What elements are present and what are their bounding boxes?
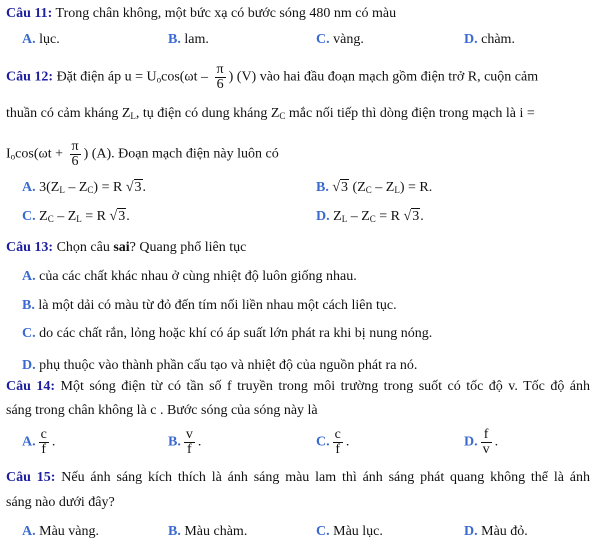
option-b: B. là một dải có màu từ đỏ đến tím nối liền nhau một cách liên tục.	[22, 298, 397, 313]
question-15-line2: sáng nào dưới đây?	[6, 495, 115, 510]
option-d: D. $Z_L - Z_C = R$ √3.	[316, 209, 424, 224]
question-14: Câu 14: Một sóng điện từ có tần số f truyền trong môi trường trong suốt có tốc độ v. Tốc độ ánh	[6, 379, 591, 394]
question-11	[6, 6, 396, 22]
option-b: B. Màu chàm.	[168, 524, 248, 539]
option-a: A. lục.	[22, 32, 60, 47]
fraction-pi-6: $\frac{\pi}{6}$	[71, 139, 79, 169]
option-c: C. do các chất rắn, lỏng hoặc khí có áp suất lớn phát ra khi bị nung nóng.	[22, 326, 433, 341]
option-b: B. lam.	[168, 32, 209, 47]
fraction-pi-6: $\frac{\pi}{6}$	[216, 62, 224, 92]
option-d: D. $\frac{f}{v}$ .	[464, 427, 499, 457]
option-b: B. √3 $(Z_C - Z_L) = R$.	[316, 180, 433, 195]
question-label: Câu 11:	[6, 6, 53, 21]
option-a: A. Màu vàng.	[22, 524, 100, 539]
question-14-line2: sáng trong chân không là c . Bước sóng của sóng này là	[6, 403, 318, 418]
question-13: Câu 13: Chọn câu sai? Quang phổ liên tục	[6, 240, 247, 255]
option-c: C. $\frac{c}{f}$ .	[316, 427, 350, 457]
option-a: A. của các chất khác nhau ở cùng nhiệt độ luôn giống nhau.	[22, 269, 357, 284]
question-12: Câu 12: Đặt điện áp $u = U_o\cos(\omega t$ – $\frac{\pi}{6}$ ) (V) vào hai đầu đoạn mạch gồm điện trở R, cuộn cảm	[6, 62, 539, 92]
option-c: C. vàng.	[316, 32, 364, 47]
question-text: Trong chân không, một bức xạ có bước sóng 480 nm có màu	[55, 6, 397, 21]
option-a: A. $3(Z_L - Z_C) = R$ √3.	[22, 180, 147, 195]
option-a: A. $\frac{c}{f}$ .	[22, 427, 56, 457]
option-d: D. Màu đỏ.	[464, 524, 528, 539]
question-12-line3: $I_o\cos(\omega t$ + $\frac{\pi}{6}$ ) (A). Đoạn mạch điện này luôn có	[6, 139, 279, 169]
question-15: Câu 15: Nếu ánh sáng kích thích là ánh sáng màu lam thì ánh sáng phát quang không thể là ánh	[6, 470, 591, 485]
option-d: D. chàm.	[464, 32, 515, 47]
question-12-line2: thuần có cảm kháng $Z_L$, tụ điện có dung kháng $Z_C$ mắc nối tiếp thì dòng điện trong mạch là i =	[6, 106, 535, 121]
option-c: C. Màu lục.	[316, 524, 383, 539]
option-c: C. $Z_C - Z_L = R$ √3.	[22, 209, 130, 224]
option-b: B. $\frac{v}{f}$ .	[168, 427, 202, 457]
question-label: Câu 12:	[6, 69, 54, 85]
option-d: D. phụ thuộc vào thành phần cấu tạo và nhiệt độ của nguồn phát ra nó.	[22, 358, 418, 373]
